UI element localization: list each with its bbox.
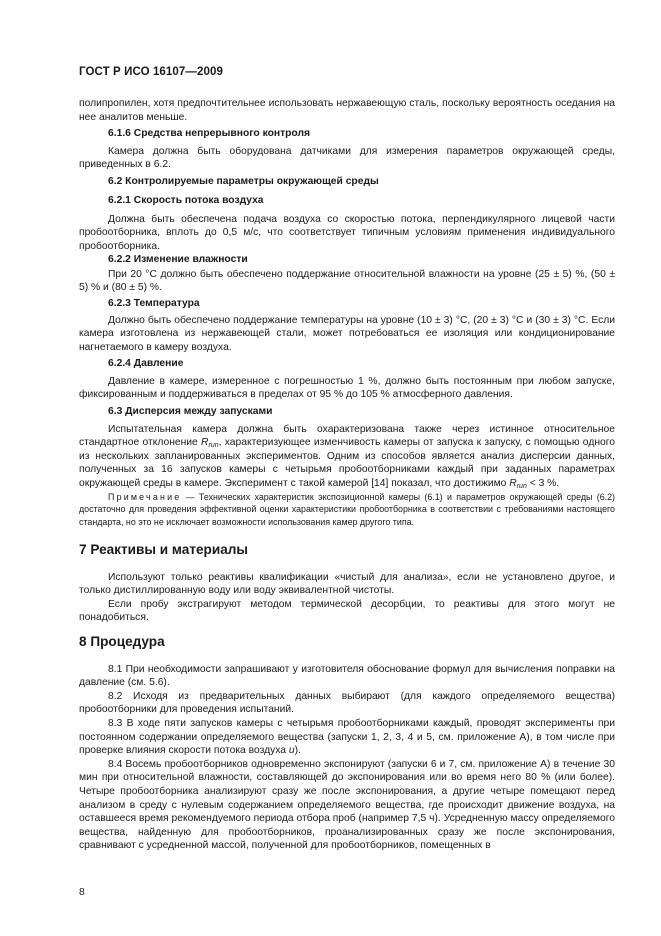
- r-run-symbol-2: $R_{run}$: [509, 477, 527, 490]
- section-6-2-2: [79, 253, 615, 295]
- section-6-2-4-text: Давление в камере, измеренное с погрешностью 1 %, должно быть постоянным при любом запуске, фиксированным и поддерживаться в пределах от 95 % до 105 % атмосферного давления.: [79, 375, 615, 401]
- page-number: 8: [79, 887, 85, 898]
- section-6-2-2-title: 6.2.2 Изменение влажности: [108, 254, 248, 265]
- section-8: [79, 635, 615, 853]
- section-6-2: [79, 175, 615, 189]
- section-6-2-2-text: При 20 °С должно быть обеспечено поддержание относительной влажности на уровне (25 ± 5) %, (50 ± 5) % и (80 ± 5) %.: [79, 268, 615, 294]
- section-6-2-4: [79, 357, 615, 402]
- section-6-3-text: Испытательная камера должна быть охарактеризована также через истинное относительное стандартное отклонение $R_{run}$, характеризующее изменчивость камеры от запуска к запуску, с помощью одного из нескольких запланированных экспериментов. Одним из способов является анализ дисперсии данных, полученных за 16 запусков камеры с четырьмя пробоотборниками каждый при заданных параметрах окружающей среды в камере. Эксперимент с такой камерой [14] показал, что достижимо $R_{run} < 3$ %.: [79, 423, 615, 490]
- clause-8-2: 8.2 Исходя из предварительных данных выбирают (для каждого определяемого вещества) пробоотборники для проведения испытаний.: [79, 690, 615, 716]
- section-7-paragraph-1: Используют только реактивы квалификации «чистый для анализа», если не установлено другое, и только дистиллированную воду или воду эквивалентной чистоты.: [79, 571, 615, 597]
- note: [79, 491, 615, 528]
- r-run-symbol: $R_{run}$: [201, 437, 219, 450]
- section-6-1-6: [79, 127, 615, 172]
- section-7-paragraph-2: Если пробу экстрагируют методом термической десорбции, то реактивы для этого могут не понадобиться.: [79, 598, 615, 624]
- section-6-2-1-text: Должна быть обеспечена подача воздуха со скоростью потока, перпендикулярного лицевой части пробоотборника, вплоть до 0,5 м/с, что соответствует типичным условиям применения индивидуального пробоотборника.: [79, 213, 615, 252]
- section-6-2-3: [79, 297, 615, 354]
- section-6-1-6-text: Камера должна быть оборудована датчиками для измерения параметров окружающей среды, приведенных в 6.2.: [79, 145, 615, 171]
- clause-8-4: 8.4 Восемь пробоотборников одновременно экспонируют (запуски 6 и 7, см. приложение А) в течение 30 мин при относительной влажности, составляющей до экспонирования или во время него 80 % (или более). Четыре пробоотборника анализируют сразу же после экспонирования, а другие четыре помещают перед анализом в среду с нулевым содержанием определяемого вещества, где происходит движение воздуха, на оставшееся время рекомендуемого периода отбора проб (например 7,5 ч). Усредненную массу определяемого вещества, найденную для пробоотборников, проанализированных сразу же после экспонирования, сравнивают с усредненной массой, полученной для пробоотборников, помещенных в: [79, 758, 615, 852]
- section-8-title: 8 Процедура: [79, 634, 165, 649]
- section-6-2-1-title: 6.2.1 Скорость потока воздуха: [108, 195, 264, 206]
- section-6-2-1: [79, 194, 615, 253]
- section-7: [79, 543, 615, 625]
- section-6-2-3-title: 6.2.3 Температура: [108, 298, 200, 309]
- section-6-1-6-title: 6.1.6 Средства непрерывного контроля: [108, 128, 311, 139]
- note-text: — Технических характеристик экспозиционной камеры (6.1) и параметров окружающей среды (6.2) достаточно для проведения эффективной оценки характеристики пробоотборника в соответствии с требованиями настоящего стандарта, но это не исключает возможности использования камер другого типа.: [79, 492, 615, 527]
- section-6-2-3-text: Должно быть обеспечено поддержание температуры на уровне (10 ± 3) °С, (20 ± 3) °С и (30 ± 3) °С. Если камера изготовлена из нержавеющей стали, может потребоваться ее изоляция или кондиционирование нагнетаемого в камеру воздуха.: [79, 314, 615, 353]
- document-header: ГОСТ Р ИСО 16107—2009: [79, 66, 224, 78]
- clause-8-3: 8.3 В ходе пяти запусков камеры с четырьмя пробоотборниками каждый, проводят эксперименты при постоянном содержании определяемого вещества (запуски 1, 2, 3, 4 и 5, см. приложение А), в том числе при проверке влияния скорости потока воздуха u).: [79, 717, 615, 757]
- note-label: Примечание: [108, 492, 182, 502]
- clause-8-1: 8.1 При необходимости запрашивают у изготовителя обоснование формул для вычисления поправки на давление (см. 5.6).: [79, 663, 615, 689]
- section-6-2-title: 6.2 Контролируемые параметры окружающей среды: [108, 176, 379, 187]
- section-6-2-4-title: 6.2.4 Давление: [108, 358, 184, 369]
- section-6-3-title: 6.3 Дисперсия между запусками: [108, 406, 273, 417]
- section-7-title: 7 Реактивы и материалы: [79, 542, 248, 557]
- section-6-3: [79, 405, 615, 491]
- intro-paragraph: полипропилен, хотя предпочтительнее использовать нержавеющую сталь, поскольку вероятность оседания на нее аналитов меньше.: [79, 98, 615, 123]
